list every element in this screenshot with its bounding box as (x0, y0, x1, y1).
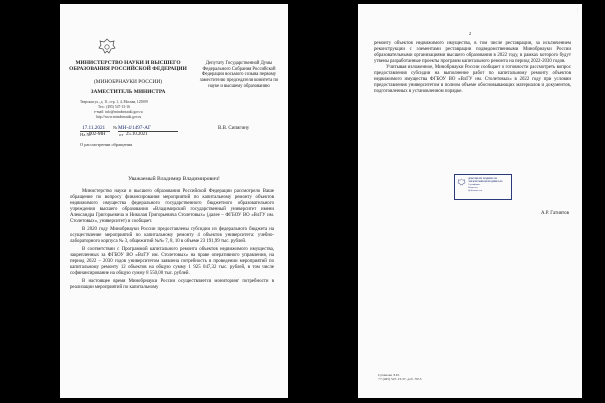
reg-no-label: № (113, 125, 118, 130)
deputy-title: ЗАМЕСТИТЕЛЬ МИНИСТРА (90, 89, 166, 95)
stamp-line: Сертификат (468, 183, 481, 186)
ref-date: 25.10.2021 (126, 132, 148, 137)
electronic-signature-stamp (454, 174, 512, 200)
paragraph: ремонту объектов недвижимого имущества, в том числе реставрации, за исключением реконструкции с элементами реставрации подведомственными Минобрнауки России образовательными организациями высшего образования в 2022 году, в рамках которого будут утвены разработанные проекты программ капитального ремонта на период 2022-2030 годов. (374, 41, 571, 64)
page-number: 2 (468, 31, 472, 36)
corner-marks: ⋮ (575, 9, 580, 14)
coat-of-arms-icon (457, 178, 466, 187)
ministry-name: МИНИСТЕРСТВО НАУКИ И ВЫСШЕГО ОБРАЗОВАНИЯ РОССИЙСКОЙ ФЕДЕРАЦИИ (69, 60, 187, 73)
paragraph: В 2020 году Минобрнауки России предоставлены субсидии из федерального бюджета на осуществление мероприятий по капитальному ремонту 4 объектов университета: учебно-лабораторного корпуса № 3, общежитий №№ 7, 8, 10 в объеме 23 191,99 тыс. рублей. (70, 227, 274, 245)
greeting: Уважаемый Владимир Владимирович! (128, 176, 220, 182)
website: http://www.minobrnauki.gov.ru (96, 115, 142, 119)
executor-phone: +7 (495) 547-13-37, доб. 7015 (378, 377, 422, 382)
reg-number: МН-4/1497-АГ (118, 125, 151, 131)
ministry-abbr: (МИНОБРНАУКИ РОССИИ) (93, 79, 163, 85)
stamp-line: ЭЛЕКТРОННОЙ ПОДПИСЬЮ (468, 180, 503, 183)
ref-label: На № (80, 132, 91, 137)
executor-info (378, 373, 421, 382)
letter-page-2 (358, 4, 582, 398)
letter-body (70, 189, 274, 293)
paragraph: В соответствии с Программой капитального ремонта объектов недвижимого имущества, закрепленных за ФГБОУ ВО «ВлГУ им. Столетовых» на праве оперативного управления, на период 2022 – 2030 годов университетом заявлена потребность в проведении мероприятий по капитальному ремонту 12 объектов на общую сумму 1 925 047,32 тыс. рублей, в том числе софинансирование на общую сумму 8 550,00 тыс. рублей. (70, 246, 274, 277)
phone: Тел.: (495) 547-13-16 (98, 105, 130, 109)
paragraph: Министерство науки и высшего образования Российской Федерации рассмотрело Ваше обращение по вопросу финансирования мероприятий по капитальному ремонту объектов недвижимого имущества федерального государственного бюджетного образовательного учреждения высшего образования «Владимирский государственный университет имени Александра Григорьевича и Николая Григорьевича Столетовых» (далее – ФГБОУ ВО «ВлГУ им. Столетовых», университет) и сообщает. (70, 189, 274, 225)
stamp-line: Действителен (468, 189, 483, 192)
paragraph: Учитывая изложенное, Минобрнауки России сообщает о готовности рассмотреть вопрос предоставления субсидии на выполнение работ по капитальному ремонту объектов недвижимого имущества ФГБОУ ВО «ВлГУ им. Столетовых» в 2022 году при условии предоставления университетом в полном объеме обосновывающих материалов и документов, подготовленных в установленном порядке. (374, 65, 571, 94)
signer-name: А.Р. Гатиятов (541, 211, 569, 216)
reg-date: 17.11.2021 (82, 125, 106, 131)
email: e-mail: info@minobrnauki.gov.ru (94, 110, 143, 114)
addressee-name: В.В. Сипягину (218, 126, 250, 131)
letter-page-1 (60, 4, 288, 398)
executor-name: Суханова Э.И. (378, 373, 400, 377)
stamp-text (468, 177, 509, 192)
address: Тверская ул., д. 11, стр. 1, 4, Москва, 125009 (80, 100, 148, 104)
ref-number: 002-МН (89, 132, 106, 137)
stamp-line: ДОКУМЕНТ ПОДПИСАН (468, 177, 498, 180)
paragraph: В настоящее время Минобрнауки России осуществляется мониторинг потребности в реализации мероприятий по капитальному (70, 278, 274, 290)
ref-from: от (119, 132, 124, 137)
subject: О рассмотрении обращения (80, 142, 133, 147)
addressee: Депутату Государственной Думы Федерального Собрания Российской Федерации восьмого созыва первому заместителю председателя комитета по науке и высшему образованию (199, 61, 279, 89)
coat-of-arms-icon (96, 37, 118, 57)
letter-body-continued (374, 41, 571, 95)
stamp-line: Владелец (468, 186, 478, 189)
